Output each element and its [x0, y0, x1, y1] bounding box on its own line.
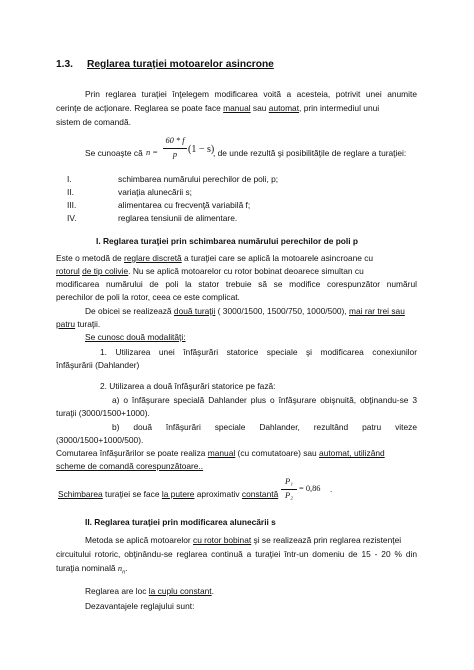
s-text: aproximativ [194, 489, 242, 499]
p2-rarely: mai rar trei sau [349, 306, 405, 316]
commutation-line-2: scheme de comandă corespunzătoare.. [56, 461, 204, 471]
p2b-text: . [125, 563, 128, 573]
nominal-speed-symbol: n [117, 564, 123, 573]
part1-p1-line-4: perechilor de poli la rotor, ceea ce este complicat. [56, 292, 240, 302]
formula-after: , de unde rezultă şi posibilităţile de reglare a turaţiei: [213, 148, 407, 158]
p1-rotor: rotorul [56, 266, 80, 276]
method-num: III. [67, 200, 77, 210]
power-ratio-end: . [330, 484, 333, 494]
part1-heading: I. Reglarea turaţiei prin schimbarea numărului perechilor de poli p [96, 236, 359, 246]
s-text: turaţiei se face [102, 489, 162, 499]
s-change: Schimbarea [58, 489, 103, 499]
method-text: reglarea tensiunii de alimentare. [118, 213, 238, 223]
p1-text: Este o metodă de [56, 253, 124, 263]
part1-p2-line-2 [56, 319, 100, 330]
modality-2-line-1: 2. Utilizarea a două înfăşurări statorice pe fază: [100, 381, 276, 391]
p2-text: ( 3000/1500, 1500/750, 1000/500), [215, 306, 350, 316]
s-power: la putere [161, 489, 195, 499]
nominal-speed-subscript: n [122, 569, 126, 576]
part2-heading: II. Reglarea turaţiei prin modificarea alunecării s [85, 517, 276, 527]
modality-1-line-2: înfăşurării (Dahlander) [56, 360, 140, 370]
r-text: Reglarea are loc [85, 586, 149, 596]
method-num: I. [67, 174, 72, 184]
s-constant: constantă [241, 489, 279, 499]
p2b-wound-rotor: cu rotor bobinat [193, 535, 252, 545]
modality-2b-line-1: b) două înfăşurări speciale Dahlander, rezultând patru viteze [112, 422, 417, 432]
p1-text: a turaţiei care se aplică la motoarele asincroane cu [181, 253, 374, 263]
commutation-line-1 [56, 448, 417, 459]
section-title: Reglarea turaţiei motoarelor asincrone [87, 59, 274, 70]
part1-p2-line-1 [85, 306, 405, 317]
intro-line-3: sistem de comandă. [56, 117, 131, 127]
p1-colivie: de tip colivie [82, 266, 129, 276]
r-constant-torque: la cuplu constant [148, 586, 212, 596]
formula-numerator: 60 * f [165, 136, 185, 145]
part1-modalities: Se cunosc două modalităţi: [85, 332, 186, 342]
part2-line-2: circuitului rotoric, obţinându-se reglarea continuă a turaţiei într-un domeniu de 15 - 20 % din [56, 549, 417, 559]
p2-text: De obicei se realizează [85, 306, 174, 316]
p2-two-speeds: două turaţii [173, 306, 216, 316]
intro-automat: automat [268, 103, 300, 113]
intro-text: sau [250, 103, 269, 113]
method-num: IV. [67, 213, 77, 223]
formula-tail: (1 − s) [188, 144, 215, 155]
part1-p1-line-2 [56, 266, 417, 277]
p2b-text: turaţia nominală [56, 563, 118, 573]
part2-line-3 [56, 563, 127, 579]
intro-manual: manual [223, 103, 251, 113]
method-text: schimbarea numărului perechilor de poli, p; [118, 174, 279, 184]
method-num: II. [67, 187, 74, 197]
formula-denominator: p [172, 150, 178, 159]
power-ratio-value: = 0,86 [299, 484, 321, 493]
c-manual: manual [207, 448, 236, 458]
intro-text: , prin intermediul unui [299, 103, 380, 113]
part2-torque-line [85, 586, 214, 597]
intro-line-1: Prin reglarea turaţiei înţelegem modificarea voită a acesteia, potrivit unei anumite [85, 89, 417, 99]
intro-text: cerinţe de acţionare. Reglarea se poate face [56, 103, 224, 113]
modality-1-line-1: 1. Utilizarea unei înfăşurări statorice speciale şi modificarea conexiunilor [100, 347, 417, 357]
intro-line-2 [56, 103, 417, 114]
formula-lhs: n = [146, 148, 158, 157]
part1-p1-line-3: modificarea numărului de poli la stator trebuie să se modifice corespunzător numărul [56, 279, 417, 289]
r-text: . [211, 586, 214, 596]
c-text: Comutarea înfăşurărilor se poate realiza [56, 448, 208, 458]
part2-disadvantages: Dezavantajele reglajului sunt: [85, 601, 195, 611]
modality-2a-line-2: turaţii (3000/1500+1000). [56, 408, 150, 418]
p2b-text: şi se realizează prin reglarea rezistenţei [251, 535, 402, 545]
p2-four: patru [56, 319, 76, 329]
section-number: 1.3. [56, 59, 73, 70]
power-ratio-numerator: P₁ [284, 477, 294, 486]
power-line [58, 489, 278, 500]
c-automat: automat, utilizând [319, 448, 385, 458]
part2-line-1 [85, 535, 417, 546]
p1-text: . Nu se aplică motoarelor cu rotor bobinat deoarece simultan cu [128, 266, 364, 276]
power-ratio-bar [281, 489, 297, 490]
p2b-text: Metoda se aplică motoarelor [85, 535, 193, 545]
p2-text: turaţii. [75, 319, 101, 329]
power-ratio-denominator: P₂ [284, 491, 294, 500]
modality-2a-line-1: a) o înfăşurare specială Dahlander plus o înfăşurare obişnuită, obţinandu-se 3 [112, 395, 417, 405]
formula-fraction-bar [163, 148, 187, 149]
method-text: alimentarea cu frecvenţă variabilă f; [118, 200, 251, 210]
c-text: (cu comutatoare) sau [235, 448, 320, 458]
part1-p1-line-1 [56, 253, 417, 264]
p1-discrete: reglare discretă [123, 253, 182, 263]
formula-lead: Se cunoaşte că [85, 148, 143, 158]
method-text: variaţia alunecării s; [118, 187, 193, 197]
modality-2b-line-2: (3000/1500+1000/500). [56, 435, 144, 445]
